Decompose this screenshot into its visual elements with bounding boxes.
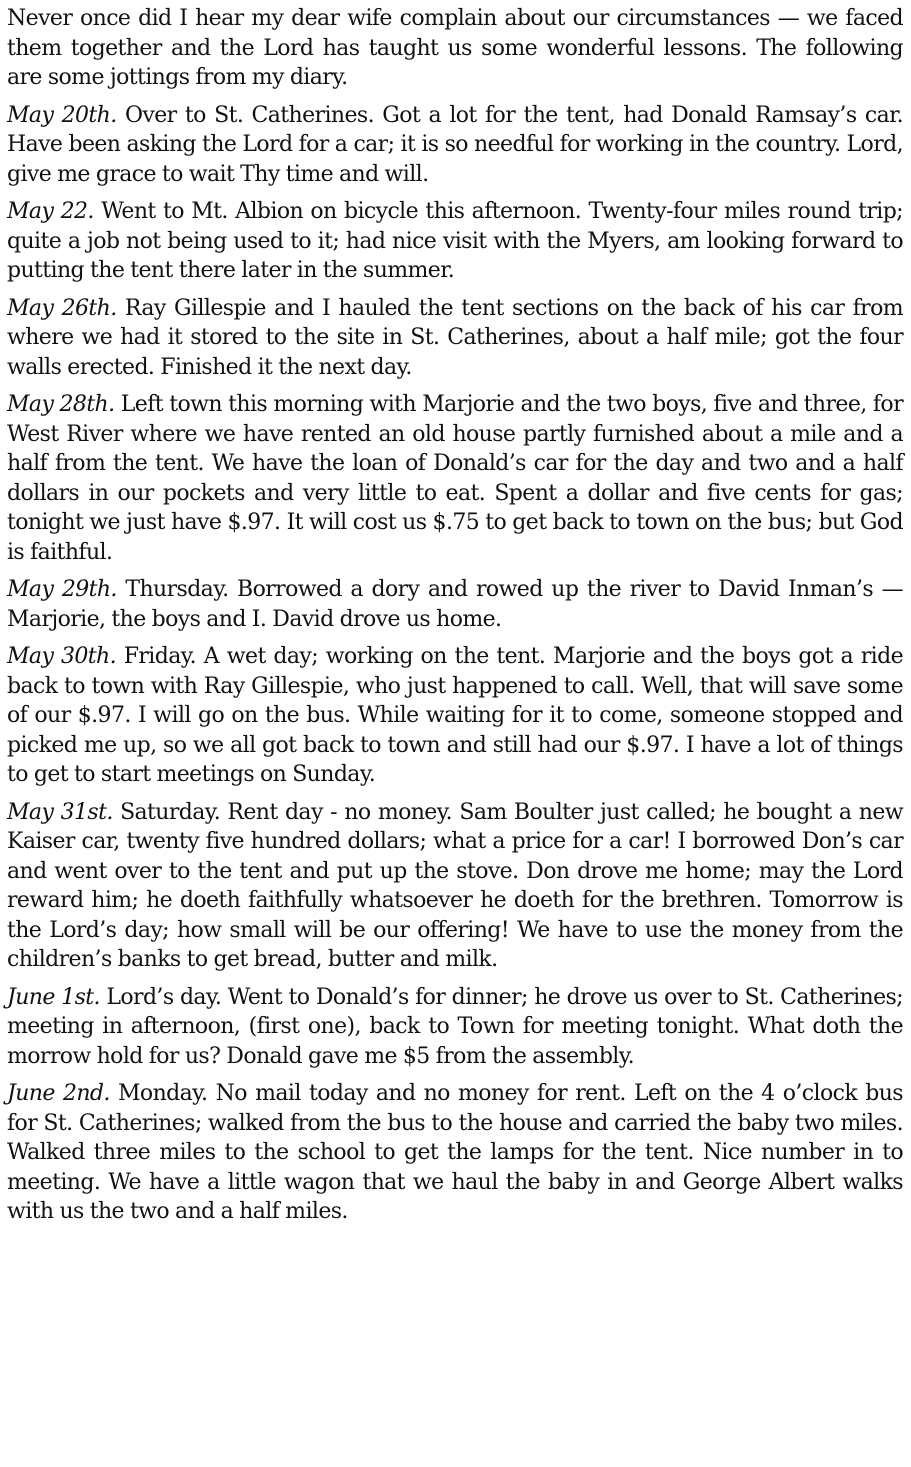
entry-text: Went to Mt. Albion on bicycle this afternoon. Twenty-four miles round trip; quite a job not being used to it; had nice visit with the Myers, am looking forward to putting the tent there later in the summer. [7, 199, 903, 283]
entry-date: June 2nd. [7, 1081, 110, 1106]
entry-date: May 31st. [7, 799, 113, 825]
entry-date: May 30th. [7, 644, 116, 669]
entry-date: May 26th. [7, 295, 117, 321]
entry-text: Over to St. Catherines. Got a lot for the tent, had Donald Ramsay’s car. Have been asking the Lord for a car; it is so needful for working in the country. Lord, give me grace to wait Thy time and will. [7, 102, 903, 187]
diary-entry [7, 575, 903, 634]
entry-text: Ray Gillespie and I hauled the tent sections on the back of his car from where we had it stored to the site in St. Catherines, about a half mile; got the four walls erected. Finished it the next day. [7, 295, 903, 380]
diary-entry [7, 1079, 903, 1227]
entry-text: Friday. A wet day; working on the tent. Marjorie and the boys got a ride back to town with Ray Gillespie, who just happened to call. Well, that will save some of our $.97. I will go on the bus. While waiting for it to come, someone stopped and picked me up, so we all got back to town and still had our $.97. I have a lot of things to get to start meetings on Sunday. [7, 644, 903, 787]
entry-date: May 28th. [7, 392, 115, 417]
entry-text: Monday. No mail today and no money for rent. Left on the 4 o’clock bus for St. Catherines; walked from the bus to the house and carried the baby two miles. Walked three miles to the school to get the lamps for the tent. Nice number in to meeting. We have a little wagon that we haul the baby in and George Albert walks with us the two and a half miles. [7, 1081, 903, 1224]
diary-entry [7, 983, 903, 1072]
entry-text: Left town this morning with Marjorie and the two boys, five and three, for West River where we have rented an old house partly furnished about a mile and a half from the tent. We have the loan of Donald’s car for the day and two and a half dollars in our pockets and very little to eat. Spent a dollar and five cents for gas; tonight we just have $.97. It will cost us $.75 to get back to town on the bus; but God is faithful. [7, 392, 903, 565]
intro-paragraph: Never once did I hear my dear wife complain about our circumstances — we faced them together and the Lord has taught us some wonderful lessons. The following are some jottings from my diary. [7, 6, 903, 90]
diary-entry [7, 101, 903, 190]
diary-entry [7, 197, 903, 286]
entry-date: May 29th. [7, 577, 117, 602]
entry-date: May 20th. [7, 102, 117, 128]
diary-entry [7, 294, 903, 383]
diary-entry [7, 390, 903, 567]
entry-date: June 1st. [7, 984, 100, 1010]
entry-date: May 22. [7, 199, 94, 224]
entry-text: Thursday. Borrowed a dory and rowed up the river to David Inman’s — Marjorie, the boys and I. David drove us home. [7, 577, 904, 632]
entry-text: Saturday. Rent day - no money. Sam Boulter just called; he bought a new Kaiser car, twenty five hundred dollars; what a price for a car! I borrowed Don’s car and went over to the tent and put up the stove. Don drove me home; may the Lord reward him; he doeth faithfully whatsoever he doeth for the brethren. Tomorrow is the Lord’s day; how small will be our offering! We have to use the money from the children’s banks to get bread, butter and milk. [7, 799, 903, 972]
diary-entry [7, 798, 903, 975]
entry-text: Lord’s day. Went to Donald’s for dinner; he drove us over to St. Catherines; meeting in afternoon, (first one), back to Town for meeting tonight. What doth the morrow hold for us? Donald gave me $5 from the assembly. [7, 984, 903, 1069]
diary-entry [7, 642, 903, 790]
